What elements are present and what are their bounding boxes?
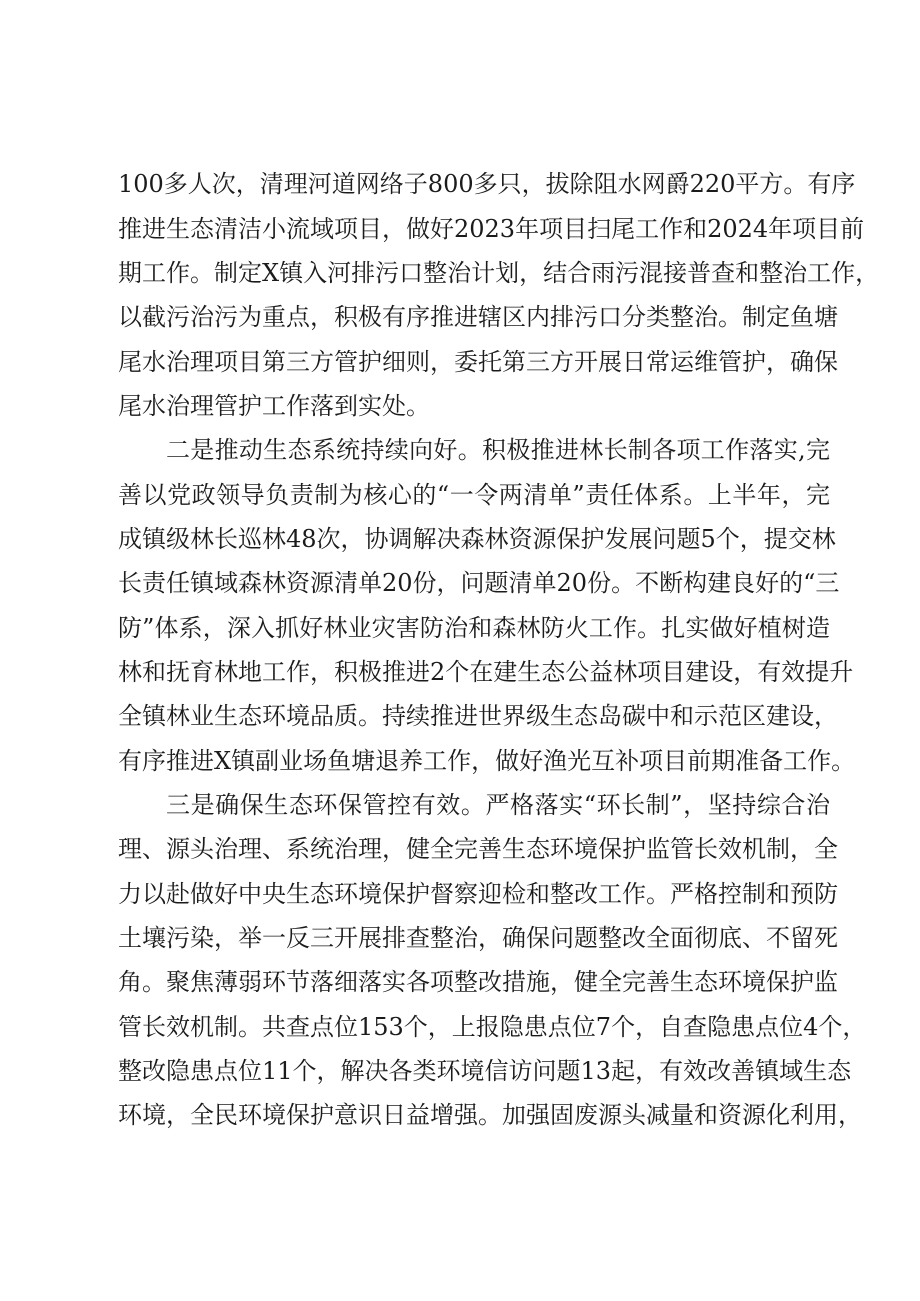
text-line: 理、源头治理、系统治理，健全完善生态环境保护监管长效机制，全 <box>118 835 838 863</box>
text-line: 期工作。制定X镇入河排污口整治计划，结合雨污混接普查和整治工作， <box>118 259 880 287</box>
text-line: 推进生态清洁小流域项目，做好2023年项目扫尾工作和2024年项目前 <box>118 215 865 243</box>
text-line: 以截污治污为重点，积极有序推进辖区内排污口分类整治。制定鱼塘 <box>118 303 838 331</box>
text-line: 100多人次，清理河道网络子800多只，拔除阻水网爵220平方。有序 <box>118 170 856 198</box>
text-line: 管长效机制。共查点位153个，上报隐患点位7个，自查隐患点位4个， <box>118 1013 867 1041</box>
text-line: 力以赴做好中央生态环境保护督察迎检和整改工作。严格控制和预防 <box>118 880 838 908</box>
text-line: 善以党政领导负责制为核心的“一令两清单”责任体系。上半年，完 <box>118 481 830 509</box>
text-line: 整改隐患点位11个，解决各类环境信访问题13起，有效改善镇域生态 <box>118 1057 852 1085</box>
text-line: 有序推进X镇副业场鱼塘退养工作，做好渔光互补项目前期准备工作。 <box>118 747 856 775</box>
text-line: 角。聚焦薄弱环节落细落实各项整改措施，健全完善生态环境保护监 <box>118 968 838 996</box>
text-line: 长责任镇域森林资源清单20份，问题清单20份。不断构建良好的“三 <box>118 569 840 597</box>
text-line: 林和抚育林地工作，积极推进2个在建生态公益林项目建设，有效提升 <box>118 658 854 686</box>
text-line: 尾水治理项目第三方管护细则，委托第三方开展日常运维管护，确保 <box>118 348 838 376</box>
text-line: 防”体系，深入抓好林业灾害防治和森林防火工作。扎实做好植树造 <box>118 614 830 642</box>
text-line: 环境，全民环境保护意识日益增强。加强固废源头减量和资源化利用， <box>118 1101 862 1129</box>
paragraph-start-line: 三是确保生态环保管控有效。严格落实“环长制”，坚持综合治 <box>166 791 830 819</box>
text-line: 尾水治理管护工作落到实处。 <box>118 392 430 420</box>
text-line: 土壤污染，举一反三开展排查整治，确保问题整改全面彻底、不留死 <box>118 924 838 952</box>
text-line: 全镇林业生态环境品质。持续推进世界级生态岛碳中和示范区建设， <box>118 702 838 730</box>
text-line: 成镇级林长巡林48次，协调解决森林资源保护发展问题5个，提交林 <box>118 525 836 553</box>
paragraph-start-line: 二是推动生态系统持续向好。积极推进林长制各项工作落实,完 <box>166 436 830 464</box>
